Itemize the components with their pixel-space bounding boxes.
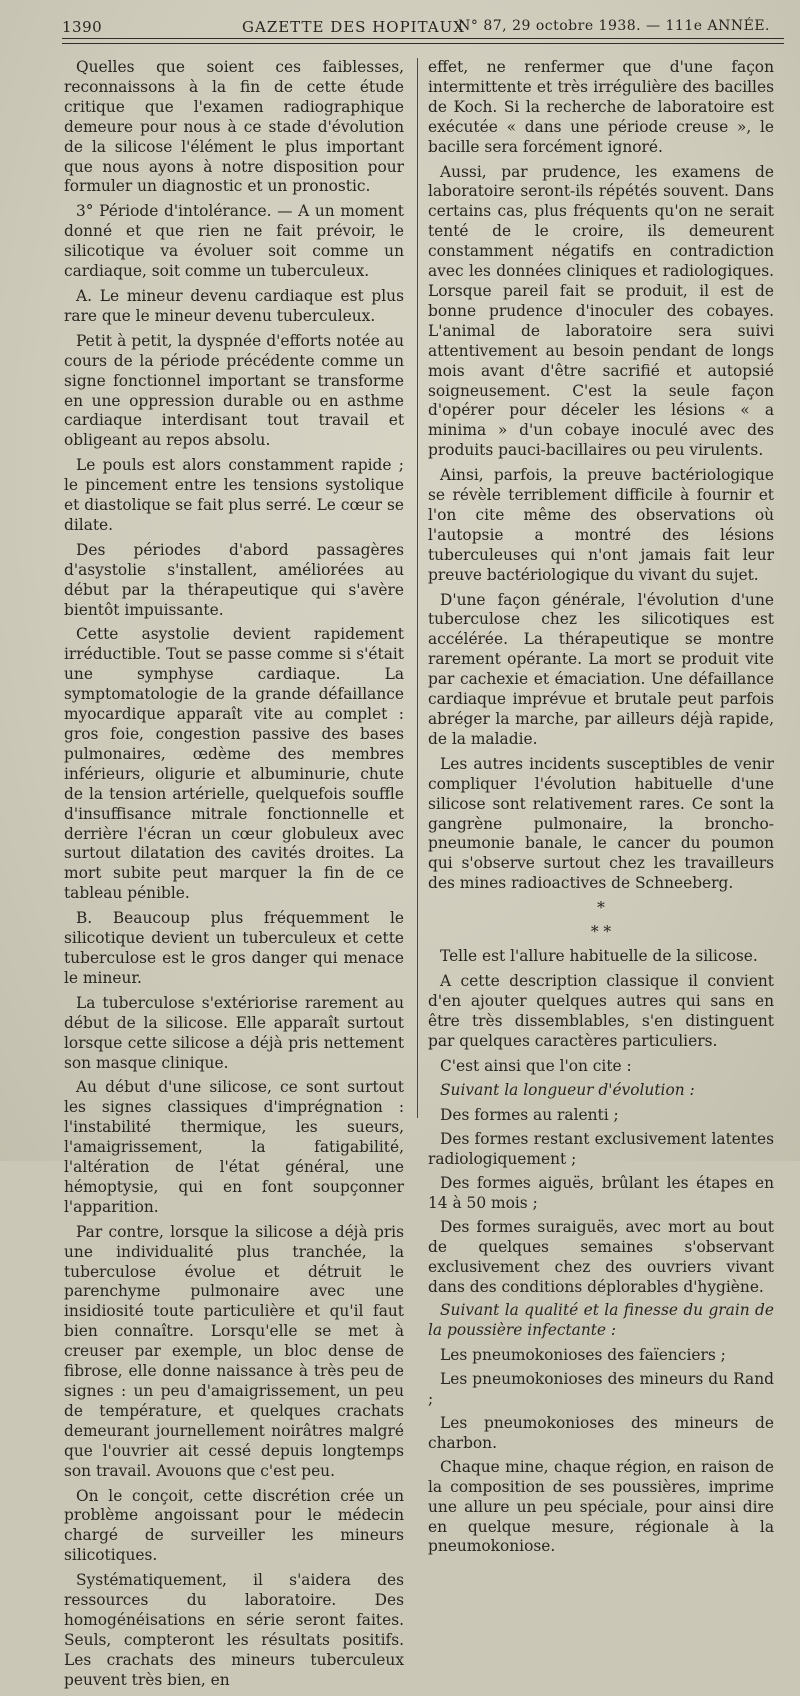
paragraph: Les autres incidents susceptibles de venir compliquer l'évolution habituelle d'une silicose sont relativement rares. Ce sont la gangrène pulmonaire, la broncho-pneumonie banale, le cancer du poumon qui s'observe surtout chez les travailleurs des mines radioactives de Schneeberg. (428, 754, 774, 893)
paragraph: Systématiquement, il s'aidera des ressources du laboratoire. Des homogénéisations en série seront faites. Seuls, compteront les résultats positifs. Les crachats des mineurs tuberculeux peuvent très bien, en (64, 1571, 404, 1689)
paragraph: Le pouls est alors constamment rapide ; le pincement entre les tensions systolique et diastolique se fait plus serré. Le cœur se dilate. (64, 456, 404, 534)
header-rule-top (62, 38, 784, 39)
paragraph: A. Le mineur devenu cardiaque est plus rare que le mineur devenu tuberculeux. (64, 286, 404, 325)
page-number: 1390 (62, 18, 103, 36)
paragraph: C'est ainsi que l'on cite : (440, 1056, 632, 1075)
paragraph: Chaque mine, chaque région, en raison de la composition de ses poussières, imprime une allure un peu spéciale, pour ainsi dire en quelque mesure, régionale à la pneumokoniose. (428, 1457, 774, 1556)
section-heading-longueur: Suivant la longueur d'évolution : (440, 1081, 695, 1100)
paragraph: D'une façon générale, l'évolution d'une tuberculose chez les silicotiques est accélérée. La thérapeutique se montre rarement opérante. La mort se produit vite par cachexie et émaciation. Une défaillance cardiaque imprévue et brutale peut parfois abréger la marche, par ailleurs déjà rapide, de la maladie. (428, 590, 774, 748)
list-item: Des formes aiguës, brûlant les étapes en 14 à 50 mois ; (428, 1174, 774, 1212)
paragraph: Petit à petit, la dyspnée d'efforts notée au cours de la période précédente comme un signe fonctionnel important se transforme en une oppression durable ou en asthme cardiaque interdisant tout travail et obligeant au repos absolu. (64, 331, 404, 450)
paragraph: Ainsi, parfois, la preuve bactériologique se révèle terriblement difficile à fournir et l'on cite même des observations où l'autopsie a montré des lésions tuberculeuses qui n'ont jamais fait leur preuve bactériologique du vivant du sujet. (428, 466, 774, 584)
paragraph: Quelles que soient ces faiblesses, reconnaissons à la fin de cette étude critique que l'examen radiographique demeure pour nous à ce stade d'évolution de la silicose l'élément le plus important que nous ayons à notre disposition pour formuler un diagnostic et un pronostic. (64, 58, 404, 196)
list-item: Des formes suraiguës, avec mort au bout de quelques semaines s'observant exclusivement chez des ouvriers vivant dans des conditions déplorables d'hygiène. (428, 1217, 774, 1296)
list-item: Les pneumokonioses des faïenciers ; (440, 1346, 726, 1365)
issue-info: N° 87, 29 octobre 1938. — 111e ANNÉE. (458, 18, 770, 34)
paragraph: Aussi, par prudence, les examens de laboratoire seront-ils répétés souvent. Dans certains cas, plus fréquents qu'on ne serait tenté de le croire, ils demeurent constamment négatifs en contradiction avec les données cliniques et radiologiques. Lorsque pareil fait se produit, il est de bonne prudence d'inoculer des cobayes. L'animal de laboratoire sera suivi attentivement au besoin pendant de longs mois avant d'être sacrifié et autopsié soigneusement. C'est la seule façon d'opérer pour déceler les lésions « a minima » d'un cobaye inoculé avec des produits pauci-bacillaires ou peu virulents. (428, 162, 774, 460)
left-column (64, 58, 404, 1696)
column-divider (417, 58, 418, 1118)
section-heading-qualite: Suivant la qualité et la finesse du grain de la poussière infectante : (428, 1301, 774, 1340)
paragraph: Cette asystolie devient rapidement irréductible. Tout se passe comme si s'était une symphyse cardiaque. La symptomatologie de la grande défaillance myocardique apparaît vite au complet : gros foie, congestion passive des bases pulmonaires, œdème des membres inférieurs, oligurie et albuminurie, chute de la tension artérielle, quelquefois souffle d'insuffisance mitrale fonctionnelle et derrière l'écran un cœur globuleux avec surtout dilatation des cavités droites. La mort subite peut marquer la fin de ce tableau pénible. (64, 625, 404, 903)
paragraph: Au début d'une silicose, ce sont surtout les signes classiques d'imprégnation : l'instabilité thermique, les sueurs, l'amaigrissement, la fatigabilité, l'altération de l'état général, une hémoptysie, qui en font soupçonner l'apparition. (64, 1078, 404, 1216)
list-item: Les pneumokonioses des mineurs du Rand ; (428, 1370, 774, 1409)
list-item: Des formes restant exclusivement latentes radiologiquement ; (428, 1130, 774, 1169)
asterism-bottom: * * (590, 923, 612, 942)
asterism-top: * (597, 899, 605, 918)
list-item: Les pneumokonioses des mineurs de charbon. (428, 1414, 774, 1452)
header-rule-bottom (62, 43, 784, 44)
list-item: Des formes au ralenti ; (440, 1106, 619, 1125)
right-column (428, 58, 774, 1562)
paragraph: On le conçoit, cette discrétion crée un problème angoissant pour le médecin chargé de surveiller les mineurs silicotiques. (64, 1486, 404, 1565)
page-header (62, 14, 778, 40)
paragraph: effet, ne renfermer que d'une façon intermittente et très irrégulière des bacilles de Koch. Si la recherche de laboratoire est exécutée « dans une période creuse », le bacille sera forcément ignoré. (428, 58, 774, 156)
paragraph: Des périodes d'abord passagères d'asystolie s'installent, améliorées au début par la thérapeutique qui s'avère bientôt impuissante. (64, 540, 404, 619)
paragraph: 3° Période d'intolérance. — A un moment donné et que rien ne fait prévoir, le silicotique va évoluer soit comme un cardiaque, soit comme un tuberculeux. (64, 202, 404, 281)
paragraph: B. Beaucoup plus fréquemment le silicotique devient un tuberculeux et cette tuberculose est le gros danger qui menace le mineur. (64, 909, 404, 987)
journal-title: GAZETTE DES HOPITAUX (242, 18, 465, 36)
paragraph: Par contre, lorsque la silicose a déjà pris une individualité plus tranchée, la tuberculose évolue et détruit le parenchyme pulmonaire avec une insidiosité toute particulière et qu'il faut bien connaître. Lorsqu'elle se met à creuser par exemple, un bloc dense de fibrose, elle donne naissance à très peu de signes : un peu d'amaigrissement, un peu de température, et quelques crachats demeurant journellement noirâtres malgré que l'ouvrier ait cessé depuis longtemps son travail. Avouons que c'est peu. (64, 1222, 404, 1480)
paragraph: Telle est l'allure habituelle de la silicose. (440, 946, 758, 965)
paragraph: A cette description classique il convient d'en ajouter quelques autres qui sans en être très dissemblables, s'en distinguent par quelques caractères particuliers. (428, 971, 774, 1050)
paragraph: La tuberculose s'extériorise rarement au début de la silicose. Elle apparaît surtout lorsque cette silicose a déjà pris nettement son masque clinique. (64, 993, 404, 1072)
